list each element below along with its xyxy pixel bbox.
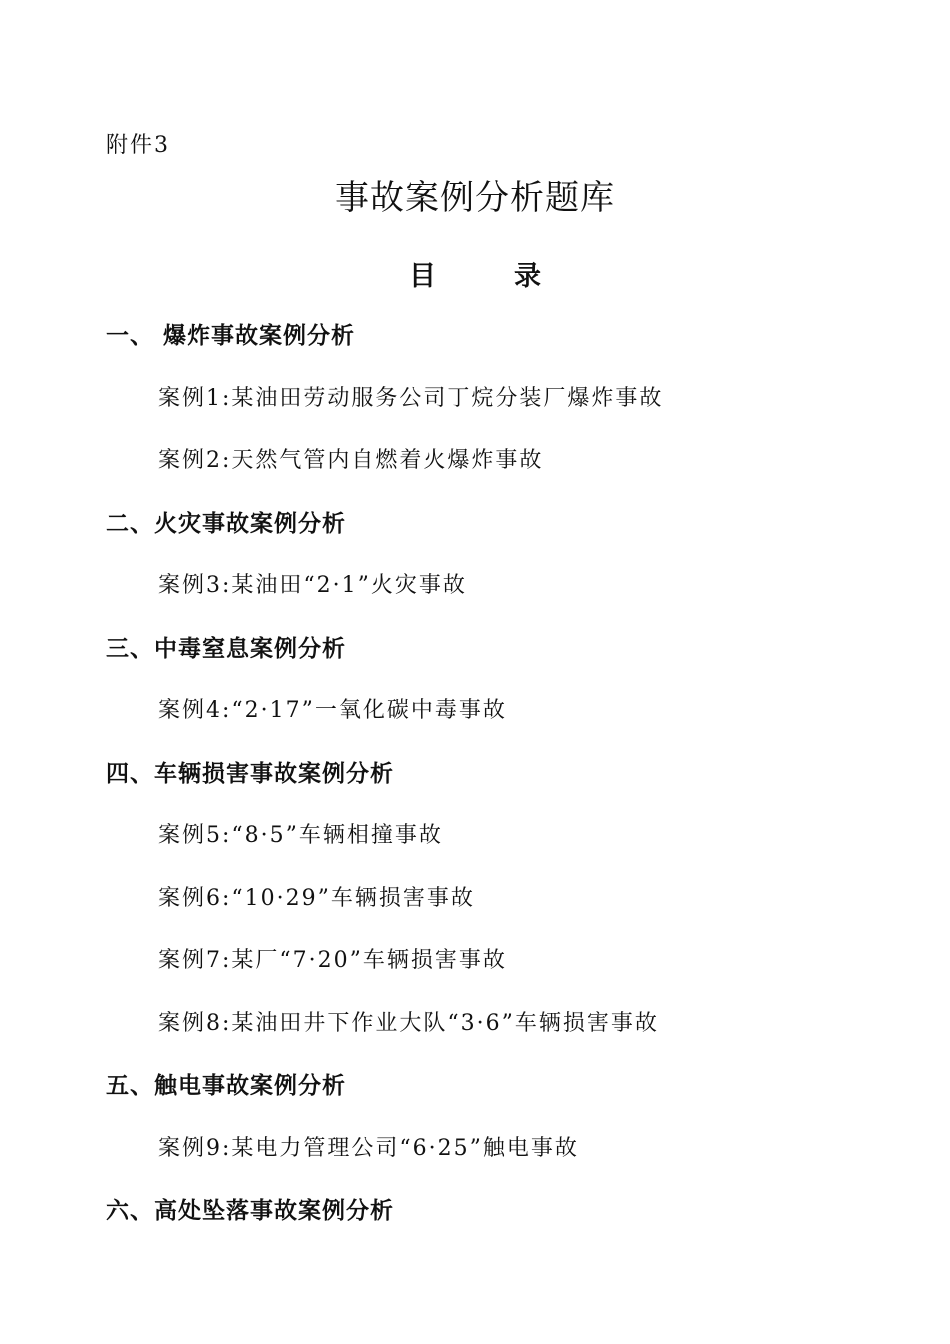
toc-heading [0, 254, 950, 293]
toc-case-5: 案例5:“8·5”车辆相撞事故 [158, 823, 443, 848]
toc-heading-char-2: 录 [514, 261, 541, 292]
toc-section-fire: 二、火灾事故案例分析 [106, 510, 346, 537]
toc-case-6: 案例6:“10·29”车辆损害事故 [158, 885, 475, 911]
toc-case-2: 案例2:天然气管内自燃着火爆炸事故 [158, 448, 544, 473]
toc-section-explosion: 一、 爆炸事故案例分析 [106, 323, 356, 349]
document-title: 事故案例分析题库 [335, 178, 615, 218]
toc-section-electric-shock: 五、触电事故案例分析 [106, 1073, 346, 1099]
toc-case-4: 案例4:“2·17”一氧化碳中毒事故 [158, 698, 507, 723]
toc-case-7: 案例7:某厂“7·20”车辆损害事故 [158, 948, 507, 973]
toc-case-1: 案例1:某油田劳动服务公司丁烷分装厂爆炸事故 [158, 385, 664, 411]
toc-section-fall-from-height: 六、高处坠落事故案例分析 [106, 1198, 394, 1224]
toc-case-8: 案例8:某油田井下作业大队“3·6”车辆损害事故 [158, 1010, 659, 1036]
toc-section-poisoning: 三、中毒窒息案例分析 [106, 635, 346, 662]
attachment-label: 附件3 [106, 133, 170, 158]
toc-section-vehicle: 四、车辆损害事故案例分析 [106, 760, 394, 787]
toc-case-3: 案例3:某油田“2·1”火灾事故 [158, 573, 467, 598]
table-of-contents [106, 314, 866, 1252]
toc-case-9: 案例9:某电力管理公司“6·25”触电事故 [158, 1135, 579, 1161]
toc-heading-char-1: 目 [409, 261, 436, 292]
